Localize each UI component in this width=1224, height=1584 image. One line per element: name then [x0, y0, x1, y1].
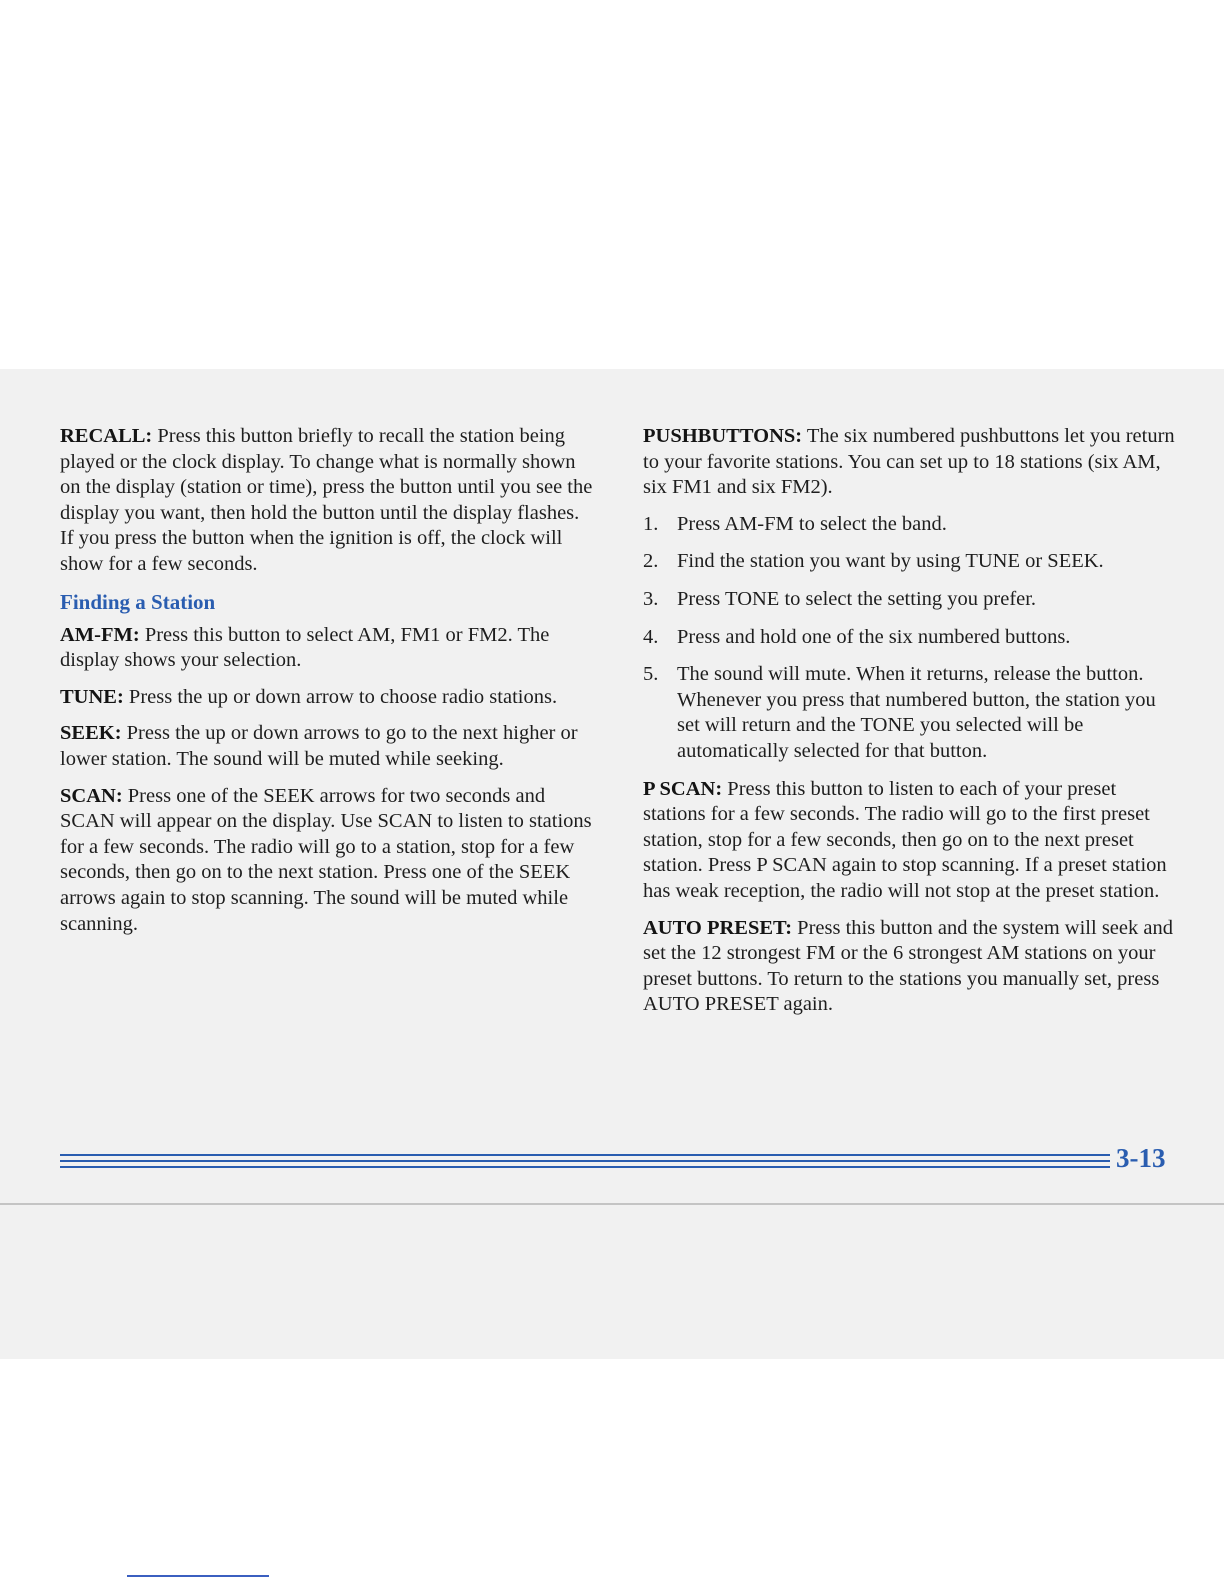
am-fm-term: AM-FM: — [60, 623, 140, 646]
footer-rule-divider — [60, 1160, 1110, 1162]
finding-a-station-heading: Finding a Station — [60, 589, 216, 614]
pushbuttons-term: PUSHBUTTONS: — [643, 425, 803, 447]
scan-term: SCAN: — [60, 784, 123, 807]
am-fm-paragraph — [60, 623, 595, 674]
list-item — [643, 512, 1183, 538]
corner-mark-divider — [127, 1575, 269, 1577]
step-number: 2. — [643, 550, 659, 573]
recall-term: RECALL: — [60, 425, 153, 447]
step-number: 4. — [643, 625, 659, 648]
auto-preset-paragraph — [643, 916, 1183, 1018]
p-scan-text: Press this button to listen to each of your preset stations for a few seconds. The radio will go to the first preset station, stop for a few seconds, then go on to the next preset station. Press P SCAN again to stop scanning. If a preset station has weak reception, the radio will not stop at the preset station. — [643, 777, 1167, 902]
step-number: 1. — [643, 512, 659, 535]
step-text: Press and hold one of the six numbered buttons. — [677, 625, 1071, 648]
step-text: Press AM-FM to select the band. — [677, 512, 947, 535]
scan-paragraph — [60, 784, 595, 938]
step-number: 3. — [643, 587, 659, 610]
tune-paragraph — [60, 685, 595, 711]
seek-term: SEEK: — [60, 722, 122, 745]
tune-term: TUNE: — [60, 685, 124, 708]
tune-text: Press the up or down arrow to choose radio stations. — [123, 685, 558, 708]
am-fm-text: Press this button to select AM, FM1 or FM2. The display shows your selection. — [60, 623, 550, 672]
pushbuttons-paragraph — [643, 424, 1183, 501]
auto-preset-text: Press this button and the system will seek and set the 12 strongest FM or the 6 strongest AM stations on your preset buttons. To return to the stations you manually set, press AUTO PRESET again. — [643, 916, 1173, 1016]
list-item — [643, 549, 1183, 575]
page-edge-divider — [0, 1203, 1224, 1205]
left-column — [60, 424, 595, 948]
footer-rule-divider — [60, 1166, 1110, 1168]
page-number: 3-13 — [1116, 1143, 1166, 1173]
recall-text: Press this button briefly to recall the station being played or the clock display. To change what is normally shown on the display (station or time), press the button until you see the display you want, then hold the button until the display flashes. If you press the button when the ignition is off, the clock will show for a few seconds. — [60, 425, 593, 575]
p-scan-term: P SCAN: — [643, 777, 723, 800]
recall-paragraph — [60, 424, 595, 578]
step-number: 5. — [643, 663, 659, 686]
auto-preset-term: AUTO PRESET: — [643, 916, 793, 939]
scan-text: Press one of the SEEK arrows for two seconds and SCAN will appear on the display. Use SCAN to listen to stations for a few seconds. The radio will go to a station, stop for a few seconds, then go on to the next station. Press one of the SEEK arrows again to stop scanning. The sound will be muted while scanning. — [60, 784, 592, 935]
list-item — [643, 587, 1183, 613]
seek-paragraph — [60, 721, 595, 772]
seek-text: Press the up or down arrows to go to the next higher or lower station. The sound will be muted while seeking. — [60, 722, 578, 770]
preset-steps-list — [643, 512, 1183, 765]
pushbuttons-text: The six numbered pushbuttons let you return to your favorite stations. You can set up to 18 stations (six AM, six FM1 and six FM2). — [643, 425, 1175, 499]
step-text: The sound will mute. When it returns, release the button. Whenever you press that numbered button, the station you set will return and the TONE you selected will be automatically selected for that button. — [677, 663, 1156, 762]
step-text: Find the station you want by using TUNE or SEEK. — [677, 550, 1104, 573]
list-item — [643, 662, 1183, 764]
right-column — [643, 424, 1183, 1029]
p-scan-paragraph — [643, 777, 1183, 905]
footer-rule-divider — [60, 1154, 1110, 1156]
list-item — [643, 625, 1183, 651]
step-text: Press TONE to select the setting you prefer. — [677, 587, 1037, 610]
